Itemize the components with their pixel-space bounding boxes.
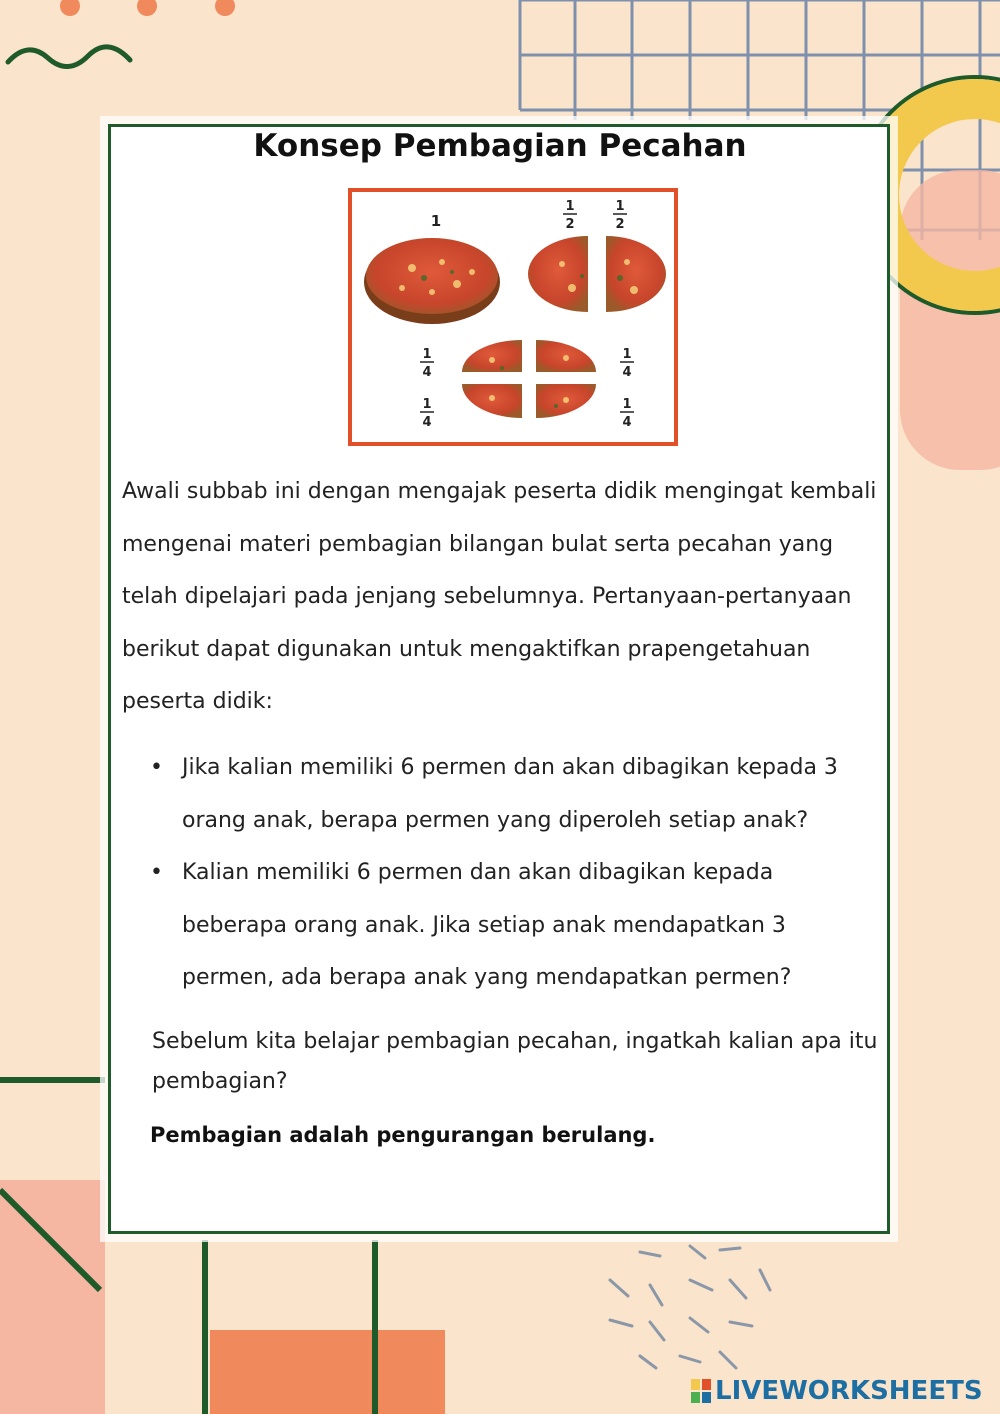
decor-squiggle <box>8 47 130 67</box>
bullet-icon: • <box>150 860 163 885</box>
page-title: Konsep Pembagian Pecahan <box>253 128 747 164</box>
whole-pizza <box>366 238 498 314</box>
pizza-fractions-figure <box>348 188 678 446</box>
decor-dot <box>215 0 235 16</box>
decor-blob <box>900 170 1000 470</box>
decor-dot <box>60 0 80 16</box>
quarter-tr-num: 1 <box>622 347 632 362</box>
half-pizza-left <box>528 236 588 312</box>
quarter-pizza-tl <box>462 340 522 372</box>
quarter-bl-num: 1 <box>422 397 432 412</box>
bullet-icon: • <box>150 755 163 780</box>
question-text: Jika kalian memiliki 6 permen dan akan dibagikan kepada 3 orang anak, berapa permen yang diperoleh setiap anak? <box>182 755 838 833</box>
decor-speckles <box>610 1246 770 1368</box>
quarter-tl-den: 4 <box>422 365 432 380</box>
whole-label: 1 <box>430 212 442 230</box>
pizza-illustration <box>352 192 674 442</box>
question-list <box>150 742 880 1005</box>
prompt-paragraph: Sebelum kita belajar pembagian pecahan, ingatkah kalian apa itu pembagian? <box>152 1029 878 1094</box>
list-item <box>150 742 880 847</box>
list-item <box>150 847 880 1005</box>
quarter-tr-den: 4 <box>622 365 632 380</box>
quarter-br-num: 1 <box>622 397 632 412</box>
brand-text: LIVEWORKSHEETS <box>715 1376 983 1406</box>
answer-paragraph: Pembagian adalah pengurangan berulang. <box>150 1123 656 1147</box>
quarter-br-den: 4 <box>622 415 632 430</box>
quarter-tl-num: 1 <box>422 347 432 362</box>
question-text: Kalian memiliki 6 permen dan akan dibagikan kepada beberapa orang anak. Jika setiap anak mendapatkan 3 permen, ada berapa anak yang mendapatkan permen? <box>182 860 792 990</box>
decor-square <box>210 1330 445 1414</box>
decor-dot <box>137 0 157 16</box>
half-right-den: 2 <box>615 217 625 232</box>
half-right-num: 1 <box>615 199 625 214</box>
brand-logo[interactable] <box>690 1374 983 1408</box>
intro-paragraph: Awali subbab ini dengan mengajak peserta didik mengingat kembali mengenai materi pembagian bilangan bulat serta pecahan yang telah dipelajari pada jenjang sebelumnya. Pertanyaan-pertanyaan berikut dapat digunakan untuk mengaktifkan prapengetahuan peserta didik: <box>122 479 877 714</box>
liveworksheets-icon <box>690 1378 712 1404</box>
half-pizza-right <box>606 236 666 312</box>
half-left-den: 2 <box>565 217 575 232</box>
quarter-bl-den: 4 <box>422 415 432 430</box>
half-left-num: 1 <box>565 199 575 214</box>
decor-square <box>0 1180 105 1414</box>
